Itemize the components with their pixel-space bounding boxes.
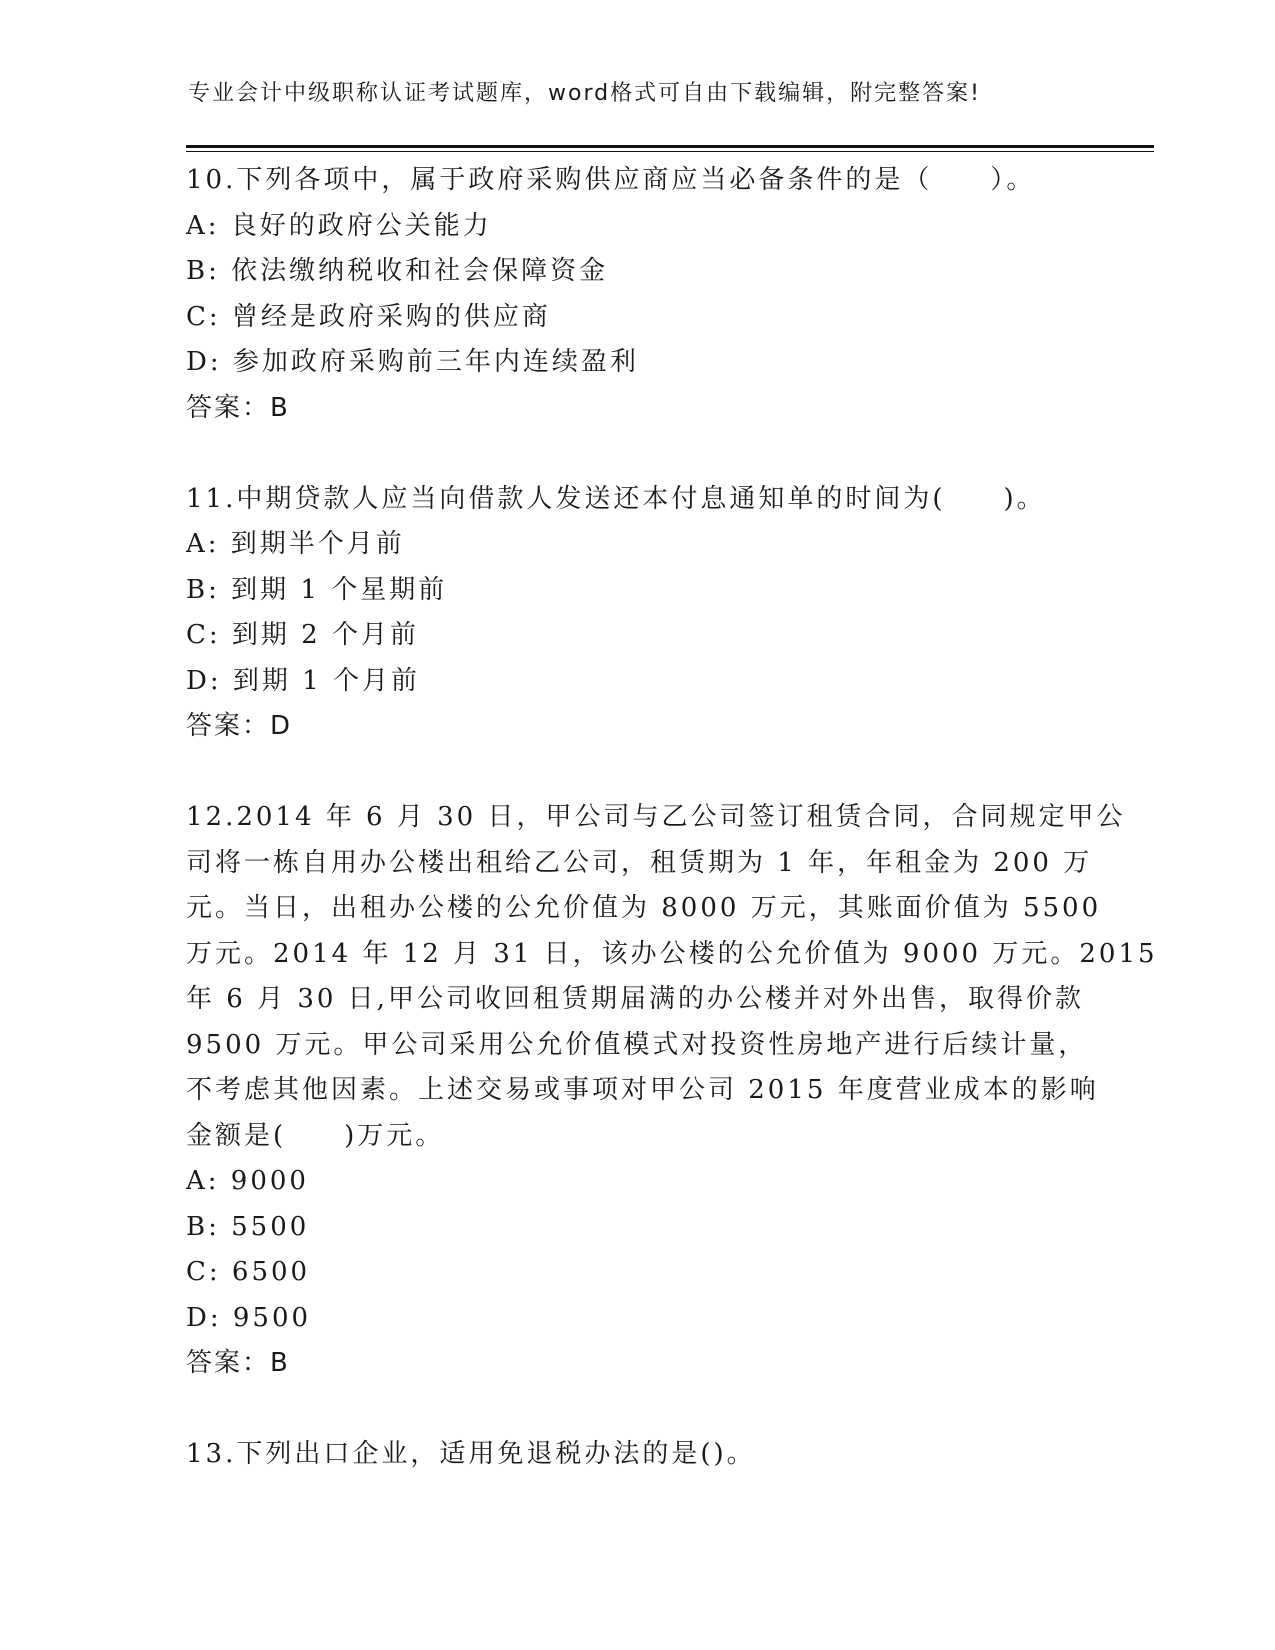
option-a: A: 到期半个月前 [186, 529, 405, 559]
option-b: B: 5500 [186, 1211, 310, 1242]
option-a: A: 9000 [186, 1166, 309, 1196]
stem-line: 不考虑其他因素。上述交易或事项对甲公司 2015 年度营业成本的影响 [186, 1075, 1099, 1105]
stem-line: 年 6 月 30 日,甲公司收回租赁期届满的办公楼并对外出售，取得价款 [186, 984, 1084, 1014]
option-d: D: 到期 1 个月前 [186, 665, 420, 696]
option-c: C: 到期 2 个月前 [186, 620, 419, 650]
answer-label: 答案：B [186, 1348, 290, 1378]
question-spacer [186, 1387, 1086, 1433]
option-c: C: 曾经是政府采购的供应商 [186, 301, 551, 332]
header-rule-thick [186, 145, 1154, 148]
answer-label: 答案：B [186, 392, 290, 423]
option-a: A: 良好的政府公关能力 [186, 210, 492, 241]
question-stem: 10.下列各项中，属于政府采购供应商应当必备条件的是（ ）。 [186, 165, 1036, 195]
option-d: D: 参加政府采购前三年内连续盈利 [186, 347, 639, 377]
question-list [186, 158, 1158, 1478]
header-rule-thin [186, 151, 1154, 152]
question-13 [186, 1432, 1086, 1478]
stem-line: 12.2014 年 6 月 30 日，甲公司与乙公司签订租赁合同，合同规定甲公 [186, 802, 1126, 832]
question-spacer [186, 431, 1086, 477]
question-stem [186, 795, 1158, 1159]
stem-line: 金额是( )万元。 [186, 1120, 445, 1151]
answer-label: 答案：D [186, 711, 293, 741]
question-stem: 11.中期贷款人应当向借款人发送还本付息通知单的时间为( )。 [186, 483, 1046, 514]
question-stem: 13.下列出口企业，适用免退税办法的是()。 [186, 1439, 756, 1469]
stem-line: 万元。2014 年 12 月 31 日，该办公楼的公允价值为 9000 万元。2015 [186, 938, 1158, 969]
option-c: C: 6500 [186, 1257, 311, 1287]
stem-line: 元。当日，出租办公楼的公允价值为 8000 万元，其账面价值为 5500 [186, 893, 1102, 923]
option-b: B: 到期 1 个星期前 [186, 574, 448, 605]
header-note: 专业会计中级职称认证考试题库，word格式可自由下载编辑，附完整答案! [188, 81, 981, 106]
stem-line: 司将一栋自用办公楼出租给乙公司，租赁期为 1 年，年租金为 200 万 [186, 847, 1093, 878]
question-10 [186, 158, 1086, 431]
option-b: B: 依法缴纳税收和社会保障资金 [186, 256, 609, 286]
question-11 [186, 477, 1086, 750]
stem-line: 9500 万元。甲公司采用公允价值模式对投资性房地产进行后续计量， [186, 1029, 1088, 1060]
option-d: D: 9500 [186, 1302, 312, 1333]
question-12 [186, 795, 1158, 1387]
question-spacer [186, 750, 1086, 796]
